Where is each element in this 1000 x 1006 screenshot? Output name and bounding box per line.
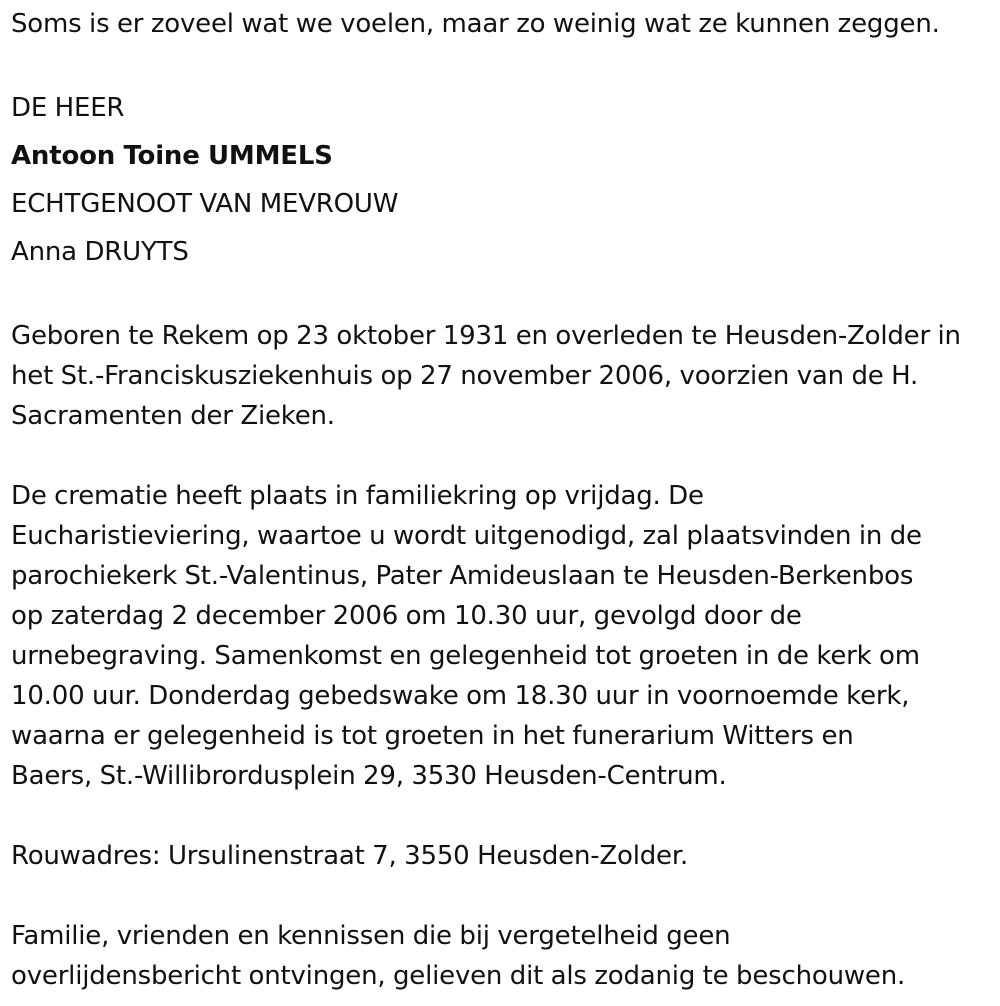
paragraph-line: overlijdensbericht ontvingen, gelieven dit als zodanig te beschouwen. [11, 961, 906, 991]
intro-quote: Soms is er zoveel wat we voelen, maar zo weinig wat ze kunnen zeggen. [11, 9, 940, 39]
closing-paragraph [11, 916, 996, 996]
paragraph-line: parochiekerk St.-Valentinus, Pater Amideuslaan te Heusden-Berkenbos [11, 561, 914, 591]
title-prefix: DE HEER [11, 93, 125, 123]
birth-death-paragraph [11, 316, 996, 436]
death-notice [11, 4, 996, 996]
paragraph-line: Geboren te Rekem op 23 oktober 1931 en overleden te Heusden-Zolder in [11, 321, 961, 351]
mourning-address: Rouwadres: Ursulinenstraat 7, 3550 Heusden-Zolder. [11, 841, 689, 871]
spouse-name: Anna DRUYTS [11, 237, 189, 267]
deceased-header [11, 84, 996, 276]
paragraph-line: het St.-Franciskusziekenhuis op 27 november 2006, voorzien van de H. [11, 361, 919, 391]
paragraph-line: Baers, St.-Willibrordusplein 29, 3530 Heusden-Centrum. [11, 761, 727, 791]
paragraph-line: waarna er gelegenheid is tot groeten in het funerarium Witters en [11, 721, 854, 751]
paragraph-line: De crematie heeft plaats in familiekring op vrijdag. De [11, 481, 704, 511]
paragraph-line: Familie, vrienden en kennissen die bij vergetelheid geen [11, 921, 731, 951]
paragraph-line: Sacramenten der Zieken. [11, 401, 335, 431]
paragraph-line: op zaterdag 2 december 2006 om 10.30 uur, gevolgd door de [11, 601, 802, 631]
paragraph-line: urnebegraving. Samenkomst en gelegenheid tot groeten in de kerk om [11, 641, 920, 671]
relation-label: ECHTGENOOT VAN MEVROUW [11, 189, 399, 219]
paragraph-line: 10.00 uur. Donderdag gebedswake om 18.30 uur in voornoemde kerk, [11, 681, 910, 711]
address-paragraph [11, 836, 996, 876]
ceremony-paragraph [11, 476, 996, 796]
paragraph-line: Eucharistieviering, waartoe u wordt uitgenodigd, zal plaatsvinden in de [11, 521, 922, 551]
deceased-name: Antoon Toine UMMELS [11, 141, 333, 171]
